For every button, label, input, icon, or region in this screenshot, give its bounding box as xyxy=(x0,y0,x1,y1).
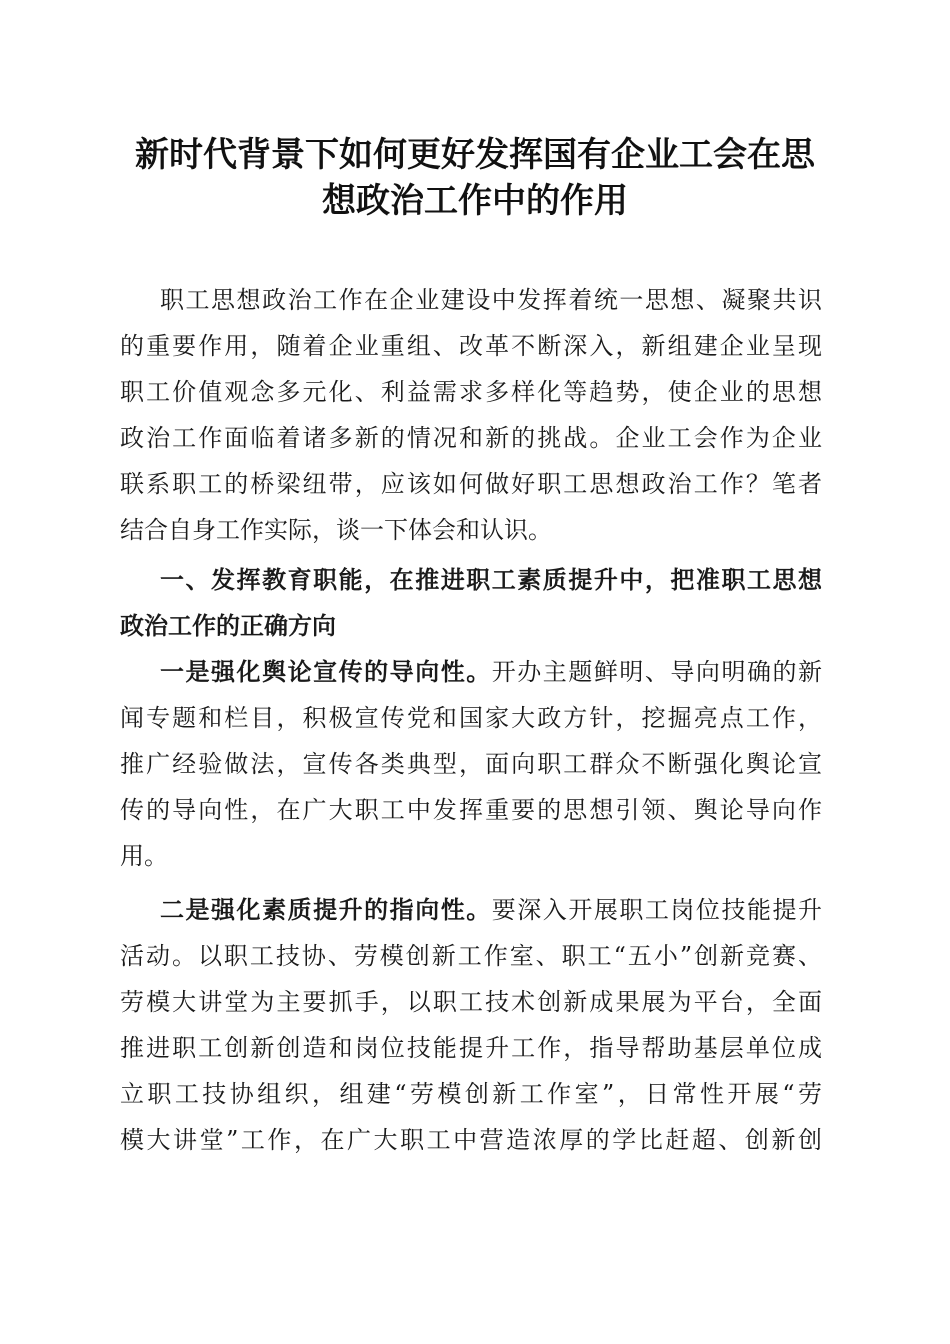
text-line: 劳模大讲堂为主要抓手，以职工技术创新成果展为平台，全面 xyxy=(120,988,822,1016)
title-line-2: 想政治工作中的作用 xyxy=(322,181,628,221)
section-heading-1 xyxy=(120,557,822,649)
text-run: 要深入开展职工岗位技能提升 xyxy=(491,896,823,924)
text-line: 模大讲堂”工作，在广大职工中营造浓厚的学比赶超、创新创 xyxy=(120,1126,822,1154)
text-line: 职工价值观念多元化、利益需求多样化等趋势，使企业的思想 xyxy=(120,378,822,406)
text-line xyxy=(120,887,822,933)
document-body xyxy=(120,277,822,1163)
text-line: 活动。以职工技协、劳模创新工作室、职工“五小”创新竞赛、 xyxy=(120,942,822,970)
text-line: 用。 xyxy=(120,842,168,870)
text-line: 推进职工创新创造和岗位技能提升工作，指导帮助基层单位成 xyxy=(120,1034,822,1062)
text-line: 的重要作用，随着企业重组、改革不断深入，新组建企业呈现 xyxy=(120,332,822,360)
text-run: 开办主题鲜明、导向明确的新 xyxy=(491,658,823,686)
text-line: 传的导向性，在广大职工中发挥重要的思想引领、舆论导向作 xyxy=(120,796,822,824)
paragraph-2 xyxy=(120,887,822,1163)
paragraph-lead: 一是强化舆论宣传的导向性。 xyxy=(160,657,492,686)
text-line: 结合自身工作实际，谈一下体会和认识。 xyxy=(120,516,552,544)
section-heading-line: 政治工作的正确方向 xyxy=(120,612,336,640)
text-line: 闻专题和栏目，积极宣传党和国家大政方针，挖掘亮点工作， xyxy=(120,704,822,732)
intro-paragraph xyxy=(120,277,822,553)
text-line: 推广经验做法，宣传各类典型，面向职工群众不断强化舆论宣 xyxy=(120,750,822,778)
paragraph-1 xyxy=(120,649,822,879)
text-line: 职工思想政治工作在企业建设中发挥着统一思想、凝聚共识 xyxy=(160,286,822,314)
text-line xyxy=(120,649,822,695)
paragraph-lead: 二是强化素质提升的指向性。 xyxy=(160,895,492,924)
text-line: 政治工作面临着诸多新的情况和新的挑战。企业工会作为企业 xyxy=(120,424,822,452)
document-title xyxy=(110,132,840,224)
section-heading-line: 一、发挥教育职能，在推进职工素质提升中，把准职工思想 xyxy=(160,566,822,594)
text-line: 立职工技协组织，组建“劳模创新工作室”，日常性开展“劳 xyxy=(120,1080,822,1108)
text-line: 联系职工的桥梁纽带，应该如何做好职工思想政治工作？笔者 xyxy=(120,470,822,498)
title-line-1: 新时代背景下如何更好发挥国有企业工会在思 xyxy=(135,135,815,175)
